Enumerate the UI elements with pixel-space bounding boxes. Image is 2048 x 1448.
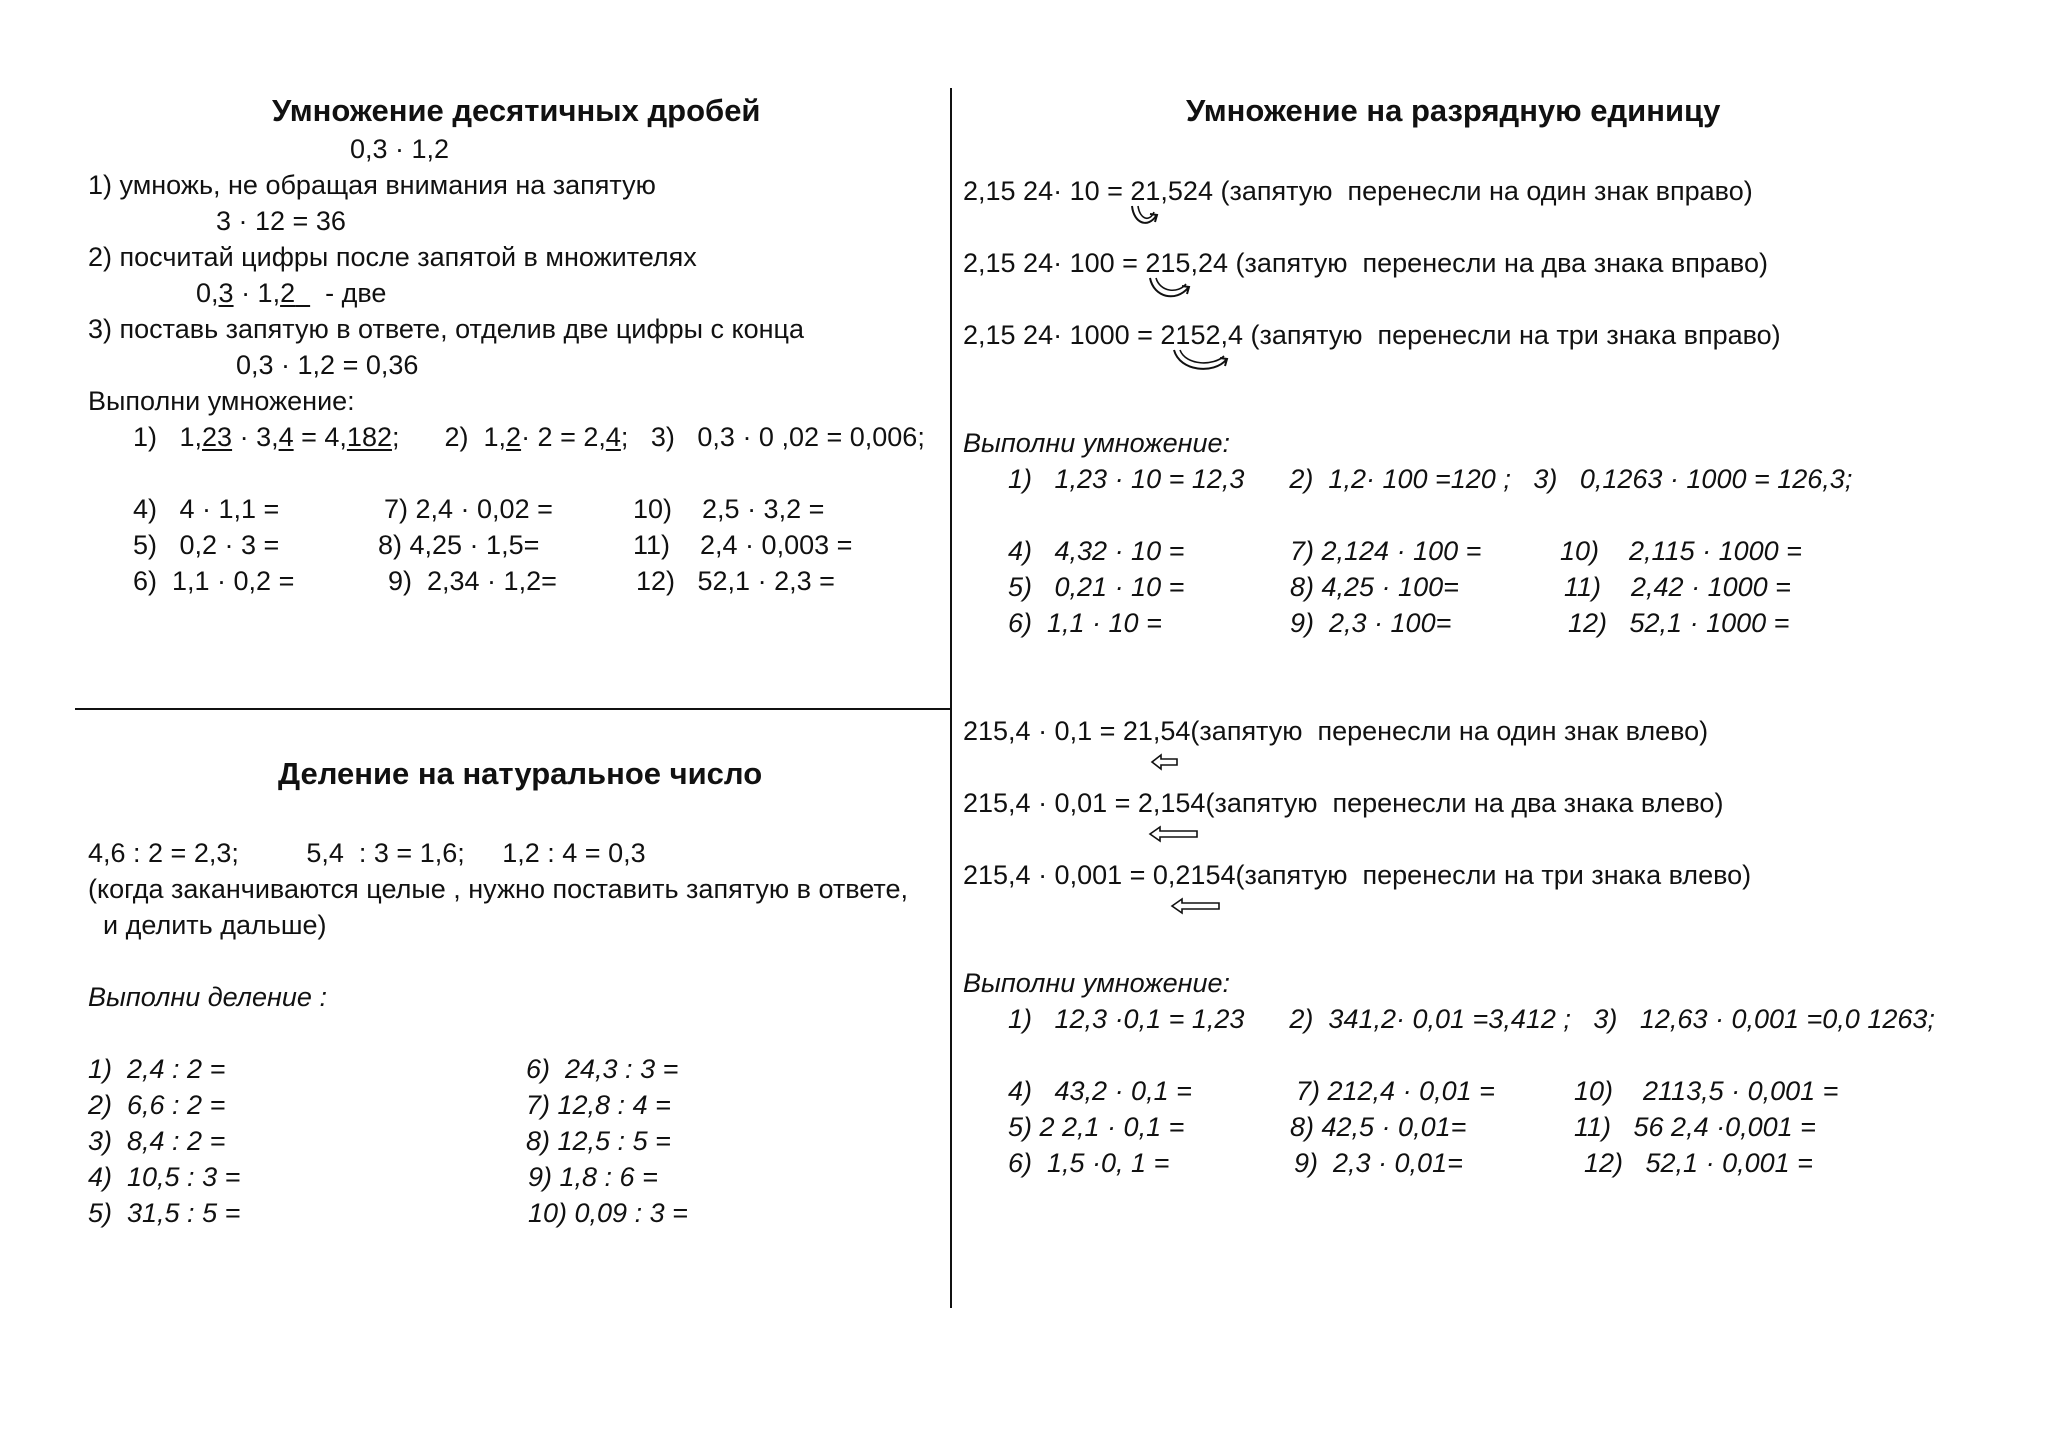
section-title-division: Деление на натуральное число bbox=[278, 756, 763, 791]
exercise-item: 6) 1,5 ·0, 1 = bbox=[1008, 1148, 1170, 1178]
rule-line: 215,4 · 0,001 = 0,2154(запятую перенесли на три знака влево) bbox=[963, 860, 1752, 890]
task-title: Выполни умножение: bbox=[963, 428, 1231, 458]
exercise-item: 10) 0,09 : 3 = bbox=[528, 1198, 688, 1228]
vertical-divider bbox=[950, 88, 952, 1308]
exercise-item: 8) 42,5 · 0,01= bbox=[1290, 1112, 1467, 1142]
exercise-item: 5) 0,21 · 10 = bbox=[1008, 572, 1185, 602]
task-title: Выполни умножение: bbox=[88, 386, 355, 416]
exercise-item: 6) 1,1 · 0,2 = bbox=[133, 566, 295, 596]
exercise-item: 8) 4,25 · 1,5= bbox=[378, 530, 540, 560]
curved-arrow-icon bbox=[1128, 202, 1164, 232]
section-title-place-value-multiplication: Умножение на разрядную единицу bbox=[1186, 93, 1721, 128]
exercise-item: 11) 2,42 · 1000 = bbox=[1564, 572, 1791, 602]
exercise-item: 2) 6,6 : 2 = bbox=[88, 1090, 226, 1120]
exercise-item: 7) 212,4 · 0,01 = bbox=[1296, 1076, 1495, 1106]
exercise-item: 5) 31,5 : 5 = bbox=[88, 1198, 241, 1228]
section-title-decimal-multiplication: Умножение десятичных дробей bbox=[272, 93, 761, 128]
task-title: Выполни умножение: bbox=[963, 968, 1231, 998]
rule-line: 2,15 24· 10 = 21,524 (запятую перенесли на один знак вправо) bbox=[963, 176, 1753, 206]
rule-line: 2,15 24· 1000 = 2152,4 (запятую перенесли на три знака вправо) bbox=[963, 320, 1781, 350]
exercise-item: 10) 2,115 · 1000 = bbox=[1560, 536, 1802, 566]
rule-step-2: 2) посчитай цифры после запятой в множителях bbox=[88, 242, 697, 272]
exercise-item: 3) 8,4 : 2 = bbox=[88, 1126, 226, 1156]
exercise-item: 4) 4,32 · 10 = bbox=[1008, 536, 1185, 566]
exercise-item: 6) 1,1 · 10 = bbox=[1008, 608, 1162, 638]
exercise-item: 12) 52,1 · 2,3 = bbox=[636, 566, 835, 596]
rule-step-1-calc: 3 · 12 = 36 bbox=[216, 206, 346, 236]
exercise-item: 9) 2,3 · 100= bbox=[1290, 608, 1452, 638]
task-title: Выполни деление : bbox=[88, 982, 327, 1012]
exercise-item: 11) 2,4 · 0,003 = bbox=[633, 530, 853, 560]
exercise-item: 4) 10,5 : 3 = bbox=[88, 1162, 241, 1192]
rule-line: 215,4 · 0,01 = 2,154(запятую перенесли на два знака влево) bbox=[963, 788, 1724, 818]
division-examples: 4,6 : 2 = 2,3; 5,4 : 3 = 1,6; 1,2 : 4 = 0,3 bbox=[88, 838, 646, 868]
exercise-item: 9) 2,34 · 1,2= bbox=[388, 566, 557, 596]
exercise-item: 7) 2,124 · 100 = bbox=[1290, 536, 1482, 566]
exercise-item: 12) 52,1 · 0,001 = bbox=[1584, 1148, 1813, 1178]
rule-step-2-calc: 0,3 · 1,2 - две bbox=[196, 278, 387, 308]
worked-examples: 1) 1,23 · 3,4 = 4,182; 2) 1,2· 2 = 2,4; 3) 0,3 · 0 ,02 = 0,006; bbox=[133, 422, 925, 452]
division-note-line-1: (когда заканчиваются целые , нужно поставить запятую в ответе, bbox=[88, 874, 908, 904]
exercise-item: 5) 2 2,1 · 0,1 = bbox=[1008, 1112, 1185, 1142]
exercise-item: 11) 56 2,4 ·0,001 = bbox=[1574, 1112, 1816, 1142]
worked-examples: 1) 12,3 ·0,1 = 1,23 2) 341,2· 0,01 =3,412 ; 3) 12,63 · 0,001 =0,0 1263; bbox=[1008, 1004, 1935, 1034]
exercise-item: 4) 4 · 1,1 = bbox=[133, 494, 280, 524]
curved-arrow-icon bbox=[1146, 274, 1196, 304]
exercise-item: 7) 2,4 · 0,02 = bbox=[384, 494, 553, 524]
rule-line: 2,15 24· 100 = 215,24 (запятую перенесли на два знака вправо) bbox=[963, 248, 1768, 278]
exercise-item: 4) 43,2 · 0,1 = bbox=[1008, 1076, 1192, 1106]
exercise-item: 5) 0,2 · 3 = bbox=[133, 530, 280, 560]
example-expression: 0,3 · 1,2 bbox=[350, 134, 450, 164]
exercise-item: 9) 1,8 : 6 = bbox=[528, 1162, 658, 1192]
rule-step-3: 3) поставь запятую в ответе, отделив две цифры с конца bbox=[88, 314, 805, 344]
rule-line: 215,4 · 0,1 = 21,54(запятую перенесли на один знак влево) bbox=[963, 716, 1709, 746]
exercise-item: 8) 12,5 : 5 = bbox=[526, 1126, 671, 1156]
left-arrow-icon bbox=[1148, 824, 1200, 844]
exercise-item: 8) 4,25 · 100= bbox=[1290, 572, 1459, 602]
exercise-item: 6) 24,3 : 3 = bbox=[526, 1054, 679, 1084]
division-note-line-2: и делить дальше) bbox=[88, 910, 327, 940]
exercise-item: 10) 2,5 · 3,2 = bbox=[633, 494, 825, 524]
rule-step-1: 1) умножь, не обращая внимания на запятую bbox=[88, 170, 656, 200]
horizontal-divider bbox=[75, 708, 951, 710]
rule-step-3-calc: 0,3 · 1,2 = 0,36 bbox=[236, 350, 419, 380]
exercise-item: 10) 2113,5 · 0,001 = bbox=[1574, 1076, 1839, 1106]
exercise-item: 1) 2,4 : 2 = bbox=[88, 1054, 226, 1084]
curved-arrow-icon bbox=[1170, 346, 1234, 376]
left-arrow-icon bbox=[1170, 896, 1222, 916]
exercise-item: 9) 2,3 · 0,01= bbox=[1294, 1148, 1463, 1178]
worked-examples: 1) 1,23 · 10 = 12,3 2) 1,2· 100 =120 ; 3) 0,1263 · 1000 = 126,3; bbox=[1008, 464, 1853, 494]
left-arrow-icon bbox=[1150, 752, 1180, 772]
exercise-item: 7) 12,8 : 4 = bbox=[526, 1090, 671, 1120]
exercise-item: 12) 52,1 · 1000 = bbox=[1568, 608, 1790, 638]
